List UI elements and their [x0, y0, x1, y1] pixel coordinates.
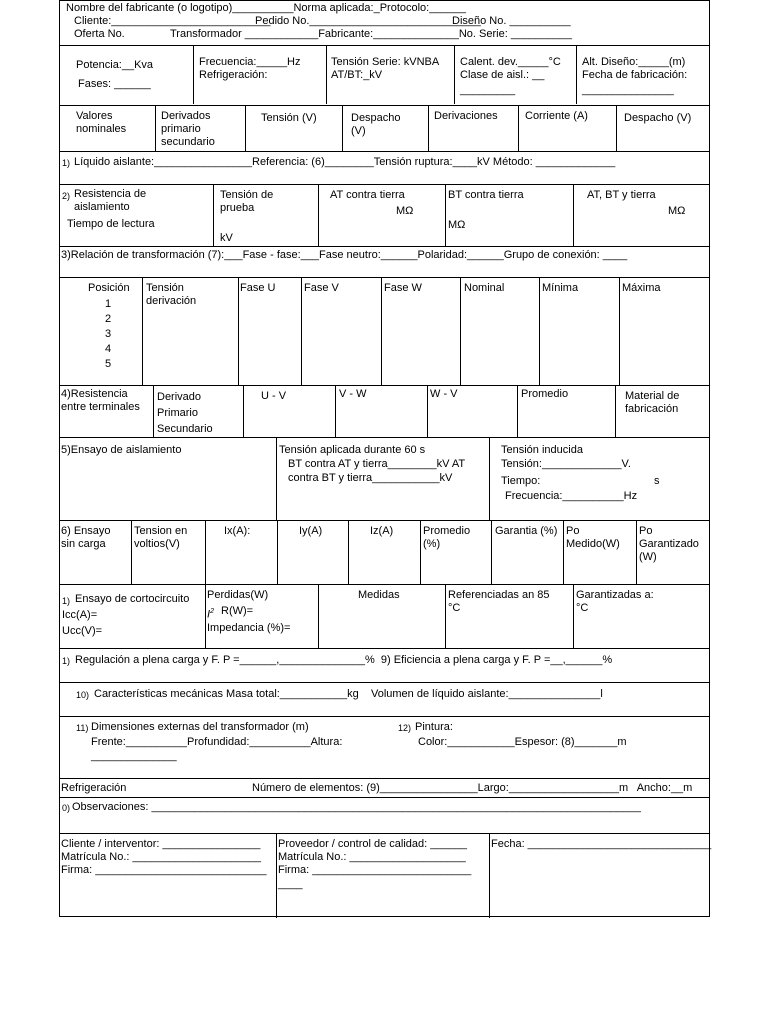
posicion-label: Posición	[88, 282, 130, 294]
icc-field: Icc(A)=	[62, 609, 98, 621]
medidas-label: Medidas	[358, 589, 400, 601]
firmas-section	[60, 834, 712, 918]
transformador-field: Transformador ____________Fabricante:______________No. Serie: __________	[170, 28, 573, 40]
dimensiones-extra: ______________	[91, 750, 177, 762]
tension-serie-field: Tensión Serie: kVNBA	[331, 56, 440, 68]
ix-label: Ix(A):	[224, 525, 251, 537]
mohm-unit-3: MΩ	[668, 205, 686, 217]
bt-tierra-label: BT contra tierra	[448, 189, 524, 201]
mecanicas-text: Características mecánicas Masa total:___________kg Volumen de líquido aislante:_______________l	[94, 688, 603, 700]
alt-field: Alt. Diseño:_____(m)	[582, 56, 686, 68]
derivado-label: Derivado Primario Secundario	[157, 391, 213, 435]
cortocircuito-label: Ensayo de cortocircuito	[75, 593, 190, 605]
refrigeracion-field: Refrigeración:	[199, 69, 268, 81]
valores-nominales-label: Valores nominales	[76, 110, 127, 135]
mecanicas-num: 10)	[76, 690, 90, 700]
inducida-line-3: Tiempo:	[501, 475, 541, 487]
material-label: Material de fabricación	[625, 390, 680, 415]
pintura-num: 12)	[398, 723, 412, 733]
cortocircuito-section	[60, 585, 709, 649]
header-line-1: Nombre del fabricante (o logotipo)__________Norma aplicada:_Protocolo:______	[66, 2, 466, 14]
liquido-num: 1)	[62, 158, 71, 168]
iz-label: Iz(A)	[370, 525, 394, 537]
fase-u-label: Fase U	[240, 282, 276, 294]
resistencia-section	[60, 185, 709, 247]
at-tierra-label: AT contra tierra	[330, 189, 405, 201]
potencia-field: Potencia:__Kva	[76, 59, 154, 71]
tension-prueba-label: Tensión de prueba	[220, 189, 274, 214]
inducida-line-4: Frecuencia:__________Hz	[505, 490, 638, 502]
firma-2: Firma: __________________________	[278, 864, 472, 876]
dimensiones-num: 11)	[76, 723, 89, 733]
tension-voltios-label: Tension en voltios(V)	[134, 525, 188, 550]
tiempo-lectura-label: Tiempo de lectura	[67, 218, 155, 230]
cliente-field: Cliente:__________________________	[74, 15, 271, 27]
fases-field: Fases: ______	[78, 78, 151, 90]
despacho-label-1: Despacho (V)	[351, 112, 401, 137]
clase-line: _________	[460, 84, 516, 96]
nominal-label: Nominal	[464, 282, 505, 294]
minima-label: Mínima	[542, 282, 579, 294]
regulacion-text: Regulación a plena carga y F. P =______,______________% 9) Eficiencia a plena carga y F. P =__,______%	[75, 654, 613, 666]
header-section	[60, 1, 709, 46]
diseno-field: Diseño No. __________	[452, 15, 571, 27]
pintura-title: Pintura:	[415, 721, 453, 733]
po-garantizado-label: Po Garantizado (W)	[639, 525, 699, 563]
frecuencia-field: Frecuencia:_____Hz	[199, 56, 301, 68]
firma-1: Firma: ____________________________	[61, 864, 267, 876]
corriente-label: Corriente (A)	[525, 110, 588, 122]
promedio-label: Promedio	[521, 388, 569, 400]
nominal-section	[60, 106, 709, 152]
vw-label: V - W	[339, 388, 367, 400]
po-medido-label: Po Medido(W)	[566, 525, 620, 550]
tension-label: Tensión (V)	[261, 112, 317, 124]
aplicada-line-1: Tensión aplicada durante 60 s	[279, 444, 426, 456]
pedido-field: Pedido No.____________________________	[255, 15, 481, 27]
matricula-1: Matrícula No.: _____________________	[61, 851, 261, 863]
dimensiones-section	[60, 717, 709, 779]
fecha-fab-field: Fecha de fabricación:	[582, 69, 688, 81]
resistencia-num: 2)	[62, 191, 71, 201]
rating-section	[60, 46, 709, 104]
observaciones-text: Observaciones: ________________________________________________________________________________	[72, 801, 641, 813]
fase-v-label: Fase V	[304, 282, 339, 294]
kv-unit: kV	[220, 232, 233, 244]
mohm-unit-2: MΩ	[448, 219, 466, 231]
atbt-field: AT/BT:_kV	[331, 69, 383, 81]
referenciadas-label: Referenciadas an 85 °C	[448, 589, 550, 614]
aislamiento-section	[60, 438, 709, 521]
despacho-label-2: Despacho (V)	[624, 112, 692, 124]
observaciones-section	[60, 798, 709, 834]
iy-label: Iy(A)	[299, 525, 323, 537]
aislamiento-label: 5)Ensayo de aislamiento	[61, 444, 182, 456]
wv-label: W - V	[430, 388, 458, 400]
derivaciones-label: Derivaciones	[434, 110, 498, 122]
aplicada-line-3: contra BT y tierra___________kV	[288, 472, 453, 484]
ucc-field: Ucc(V)=	[62, 625, 103, 637]
garantia-label: Garantia (%)	[495, 525, 558, 537]
protocol-form	[59, 0, 710, 917]
at-bt-tierra-label: AT, BT y tierra	[587, 189, 656, 201]
liquido-text: Líquido aislante:________________Referencia: (6)________Tensión ruptura:____kV Método: _____________	[74, 156, 616, 168]
derivados-label: Derivados primario secundario	[161, 110, 215, 148]
fase-w-label: Fase W	[384, 282, 422, 294]
mohm-unit-1: MΩ	[396, 205, 414, 217]
inducida-line-2: Tensión:_____________V.	[501, 458, 631, 470]
terminales-section	[60, 386, 709, 438]
garantizadas-label: Garantizadas a: °C	[576, 589, 654, 614]
proveedor: Proveedor / control de calidad: ______	[278, 838, 467, 850]
dimensiones-line: Frente:__________Profundidad:__________Altura:	[91, 736, 343, 748]
resistencia-label: Resistencia de aislamiento	[74, 188, 147, 213]
perdidas-label: Perdidas(W)	[207, 589, 269, 601]
terminales-label: 4)Resistencia entre terminales	[61, 388, 140, 413]
tension-derivacion-label: Tensión derivación	[146, 282, 197, 307]
inducida-seconds: s	[654, 475, 660, 487]
firma-2-extra: ____	[278, 878, 303, 890]
cliente-interventor: Cliente / interventor: ________________	[61, 838, 261, 850]
cortocircuito-num: 1)	[62, 596, 71, 606]
aplicada-line-2: BT contra AT y tierra________kV AT	[288, 458, 466, 470]
inducida-line-1: Tensión inducida	[501, 444, 583, 456]
pintura-line: Color:___________Espesor: (8)_______m	[418, 736, 627, 748]
matricula-2: Matrícula No.: ___________________	[278, 851, 466, 863]
regulacion-num: 1)	[62, 656, 71, 666]
refrigeracion-text: Número de elementos: (9)________________Largo:__________________m Ancho:__m	[252, 782, 693, 794]
i2r-field: R(W)=	[221, 605, 254, 617]
regulacion-section	[60, 649, 709, 683]
uv-label: U - V	[261, 390, 287, 402]
observaciones-num: 0)	[62, 803, 71, 813]
oferta-field: Oferta No.	[74, 28, 125, 40]
promedio-pct-label: Promedio (%)	[423, 525, 471, 550]
posicion-numbers: 1 2 3 4 5	[105, 298, 112, 370]
liquido-section	[60, 152, 709, 185]
refrigeracion-section	[60, 779, 709, 798]
i2-symbol: $I^2$	[207, 608, 214, 621]
relacion-text: 3)Relación de transformación (7):___Fase - fase:___Fase neutro:______Polaridad:______Grupo de conexión: ____	[61, 249, 628, 261]
dimensiones-title: Dimensiones externas del transformador (m)	[91, 721, 309, 733]
relacion-section	[60, 247, 709, 278]
maxima-label: Máxima	[622, 282, 661, 294]
sin-carga-label: 6) Ensayo sin carga	[61, 525, 111, 550]
mecanicas-section	[60, 683, 709, 717]
clase-field: Clase de aisl.: __	[460, 69, 545, 81]
fecha-field: Fecha: ______________________________	[491, 838, 712, 850]
impedancia-field: Impedancia (%)=	[207, 622, 291, 634]
fecha-fab-line: _______________	[582, 84, 674, 96]
calent-field: Calent. dev._____°C	[460, 56, 561, 68]
posiciones-section	[60, 278, 709, 386]
sin-carga-section	[60, 521, 709, 585]
refrigeracion-label: Refrigeración	[61, 782, 127, 794]
